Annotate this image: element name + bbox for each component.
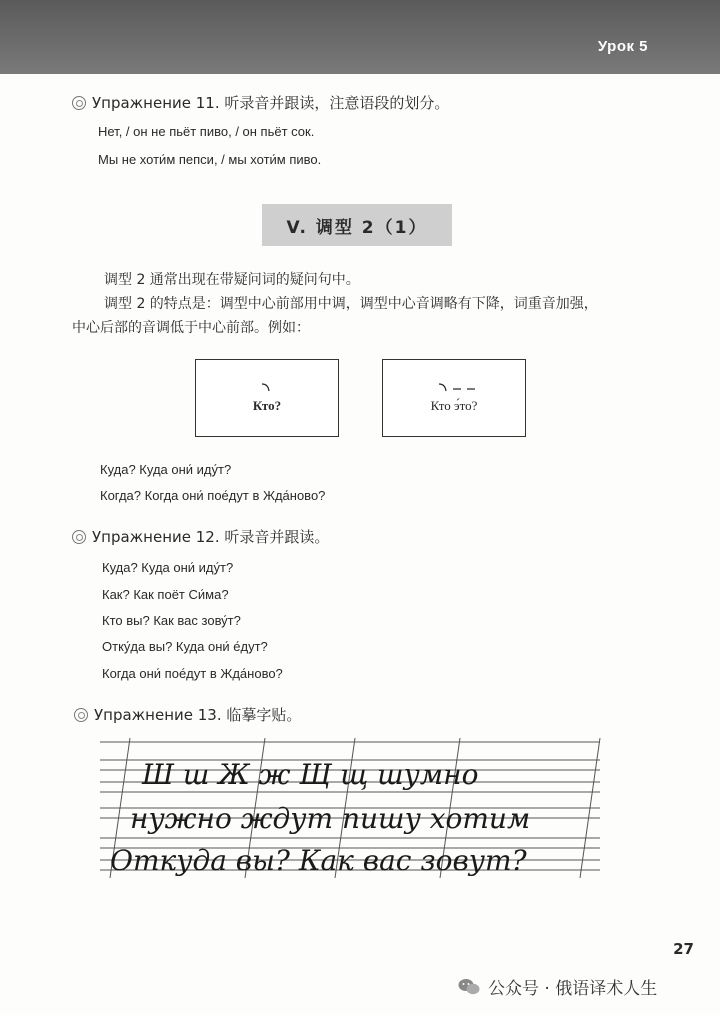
exercise-12-line: Как? Как поёт Си́ма? xyxy=(102,587,229,602)
exercise-12-line: Кто вы? Как вас зову́т? xyxy=(102,613,241,628)
example-line-1: Куда? Куда они́ иду́т? xyxy=(100,462,232,477)
copybook-handwriting xyxy=(100,738,605,883)
copybook-row-3: Откуда вы? Как вас зовут? xyxy=(110,844,527,877)
page-number: 27 xyxy=(673,940,694,958)
lesson-label: Урок 5 xyxy=(597,38,648,55)
exercise-11-title: Упражнение 11. 听录音并跟读，注意语段的划分。 xyxy=(92,94,450,112)
exercise-11-line-1: Нет, / он не пьёт пиво, / он пьёт сок. xyxy=(98,124,315,139)
intonation-box-right xyxy=(382,359,526,437)
intro-paragraph-3: 中心后部的音调低于中心前部。例如： xyxy=(72,320,310,336)
section-title: V. 调型 2（1） xyxy=(262,204,452,246)
exercise-11-line-2: Мы не хоти́м пепси, / мы хоти́м пиво. xyxy=(98,152,322,167)
exercise-12-title: Упражнение 12. 听录音并跟读。 xyxy=(92,528,330,546)
wechat-watermark xyxy=(458,974,657,999)
wechat-account-name: 公众号 · 俄语译术人生 xyxy=(488,979,658,999)
box-left-word: Кто? xyxy=(252,398,282,413)
audio-disc-icon[interactable] xyxy=(72,530,86,544)
exercise-12-line: Отку́да вы? Куда они́ е́дут? xyxy=(102,639,268,654)
intonation-box-left xyxy=(195,359,339,437)
exercise-12-heading xyxy=(72,526,329,547)
audio-disc-icon[interactable] xyxy=(72,96,86,110)
chapter-header-bar xyxy=(0,0,720,74)
copybook-row-2: нужно ждут пишу хотим xyxy=(130,802,531,835)
intro-paragraph-1: 调型 2 通常出现在带疑问词的疑问句中。 xyxy=(104,272,360,288)
copybook-row-1: Ш ш Ж ж Щ щ шумно xyxy=(142,758,479,791)
wechat-icon xyxy=(458,978,480,996)
box-right-word: Кто э́то? xyxy=(430,398,478,413)
exercise-11-heading xyxy=(72,92,449,113)
exercise-12-line: Куда? Куда они́ иду́т? xyxy=(102,560,234,575)
exercise-12-line: Когда они́ пое́дут в Жда́ново? xyxy=(102,666,283,681)
audio-disc-icon[interactable] xyxy=(74,708,88,722)
intro-paragraph-2: 调型 2 的特点是：调型中心前部用中调，调型中心音调略有下降，词重音加强， xyxy=(104,296,598,312)
exercise-13-title: Упражнение 13. 临摹字贴。 xyxy=(94,706,302,724)
exercise-13-heading xyxy=(74,704,301,725)
example-line-2: Когда? Когда они́ пое́дут в Жда́ново? xyxy=(100,488,326,503)
